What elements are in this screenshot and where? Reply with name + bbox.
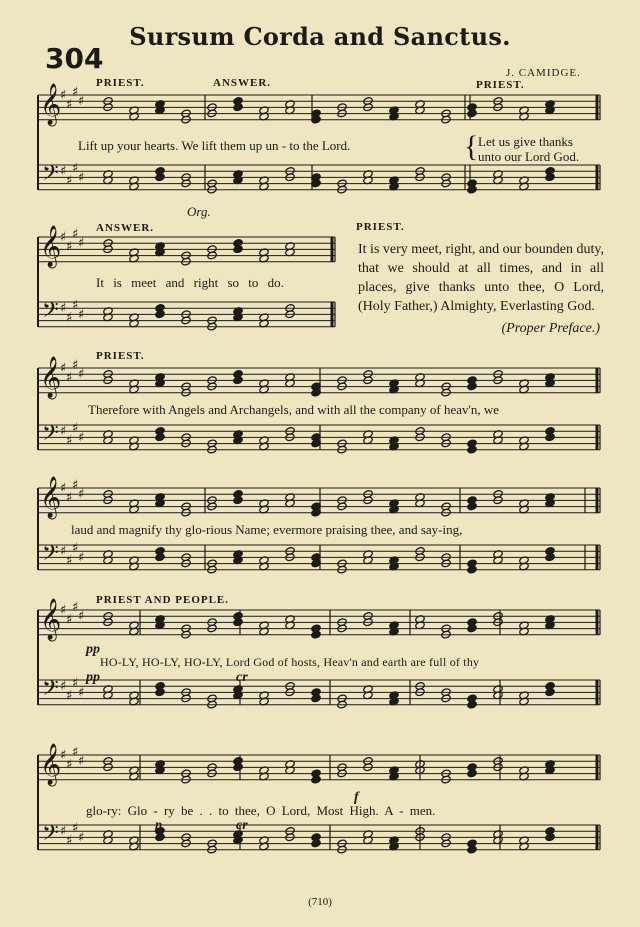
sharp-sign: ♯: [72, 421, 79, 437]
sharp-sign: ♯: [72, 161, 79, 177]
sharp-sign: ♯: [72, 676, 79, 692]
hymn-title: Sursum Corda and Sanctus.: [129, 22, 511, 51]
sharp-sign: ♯: [72, 298, 79, 314]
sharp-sign: ♯: [66, 239, 73, 255]
sharp-sign: ♯: [66, 433, 73, 449]
page-number: (710): [308, 896, 332, 908]
dynamic-pp-treble: pp: [86, 642, 100, 657]
sharp-sign: ♯: [60, 481, 67, 496]
sharp-sign: ♯: [78, 94, 85, 110]
sharp-sign: ♯: [72, 84, 79, 100]
response-line-1: Let us give thanks: [478, 134, 573, 149]
dynamic-cr: cr: [236, 670, 248, 685]
sharp-sign: ♯: [78, 430, 85, 446]
sharp-sign: ♯: [72, 541, 79, 557]
dynamic-cr-2: cr: [236, 818, 248, 833]
sharp-sign: ♯: [72, 744, 79, 760]
sharp-sign: ♯: [60, 361, 67, 376]
sharp-sign: ♯: [66, 173, 73, 189]
label-answer-2: ANSWER.: [96, 222, 155, 234]
bass-clef-icon: 𝄢: [42, 161, 59, 191]
lyric-system-4: laud and magnify thy glo-rious Name; evermore praising thee, and say-ing,: [71, 522, 463, 537]
sharp-sign: ♯: [78, 685, 85, 701]
dynamic-p: p: [155, 818, 162, 833]
label-priest-3: PRIEST.: [96, 350, 145, 362]
dynamic-f: f: [354, 790, 359, 805]
composer-credit: J. CAMIDGE.: [506, 67, 581, 79]
sharp-sign: ♯: [72, 477, 79, 493]
label-priest-1b: PRIEST.: [476, 79, 525, 91]
treble-clef-icon: 𝄞: [40, 357, 62, 398]
lyric-system-3: Therefore with Angels and Archangels, and with all the company of heav'n, we: [88, 402, 499, 417]
lyric-system-2: It is meet and right so to do.: [96, 275, 284, 290]
sharp-sign: ♯: [66, 490, 73, 506]
sharp-sign: ♯: [78, 550, 85, 566]
sharp-sign: ♯: [60, 679, 67, 695]
sharp-sign: ♯: [60, 824, 67, 840]
sharp-sign: ♯: [60, 424, 67, 440]
bass-clef-icon: 𝄢: [42, 821, 59, 851]
dynamic-pp-bass: pp: [86, 670, 100, 685]
treble-clef-icon: 𝄞: [40, 84, 62, 125]
treble-clef-icon: 𝄞: [40, 744, 62, 785]
label-answer-1: ANSWER.: [213, 77, 272, 89]
response-line-2: unto our Lord God.: [478, 149, 580, 164]
sharp-sign: ♯: [78, 367, 85, 383]
sharp-sign: ♯: [72, 821, 79, 837]
sharp-sign: ♯: [60, 544, 67, 560]
sharp-sign: ♯: [78, 487, 85, 503]
sharp-sign: ♯: [72, 226, 79, 242]
treble-clef-icon: 𝄞: [40, 226, 62, 267]
sharp-sign: ♯: [60, 88, 67, 103]
sharp-sign: ♯: [66, 688, 73, 704]
sharp-sign: ♯: [78, 307, 85, 323]
hymn-number: 304: [45, 42, 104, 75]
lyric-system-5: HO-LY, HO-LY, HO-LY, Lord God of hosts, Heav'n and earth are full of thy: [100, 655, 480, 669]
bass-clef-icon: 𝄢: [42, 298, 59, 328]
sharp-sign: ♯: [60, 230, 67, 245]
treble-clef-icon: 𝄞: [40, 477, 62, 518]
sharp-sign: ♯: [60, 164, 67, 180]
label-priest-2: PRIEST.: [356, 221, 405, 233]
bass-clef-icon: 𝄢: [42, 421, 59, 451]
proper-preface: (Proper Preface.): [501, 321, 600, 336]
sharp-sign: ♯: [72, 599, 79, 615]
sharp-sign: ♯: [78, 830, 85, 846]
sharp-sign: ♯: [78, 754, 85, 770]
response-text: [478, 134, 579, 164]
sharp-sign: ♯: [66, 553, 73, 569]
treble-clef-icon: 𝄞: [40, 599, 62, 640]
bass-clef-icon: 𝄢: [42, 541, 59, 571]
label-priest-and-people: PRIEST AND PEOPLE.: [96, 594, 230, 606]
label-priest-1: PRIEST.: [96, 77, 145, 89]
sharp-sign: ♯: [78, 236, 85, 252]
sharp-sign: ♯: [60, 603, 67, 618]
sharp-sign: ♯: [72, 357, 79, 373]
sharp-sign: ♯: [66, 310, 73, 326]
lyric-system-1: Lift up your hearts. We lift them up un - to the Lord.: [78, 138, 351, 153]
lyric-system-6: glo-ry: Glo - ry be . . to thee, O Lord, Most High. A - men.: [86, 803, 436, 818]
brace-glyph: {: [464, 130, 479, 163]
sharp-sign: ♯: [66, 757, 73, 773]
sharp-sign: ♯: [66, 612, 73, 628]
sharp-sign: ♯: [66, 97, 73, 113]
organ-marking: Org.: [187, 204, 211, 219]
bass-clef-icon: 𝄢: [42, 676, 59, 706]
sharp-sign: ♯: [66, 370, 73, 386]
sharp-sign: ♯: [78, 609, 85, 625]
sharp-sign: ♯: [66, 833, 73, 849]
sharp-sign: ♯: [60, 748, 67, 763]
sharp-sign: ♯: [78, 170, 85, 186]
priest-prose: It is very meet, right, and our bounden duty, that we should at all times, and in all places, give thanks unto thee, O Lord, (Holy Father,) Almighty, Everlasting God.: [358, 242, 604, 314]
sharp-sign: ♯: [60, 301, 67, 317]
